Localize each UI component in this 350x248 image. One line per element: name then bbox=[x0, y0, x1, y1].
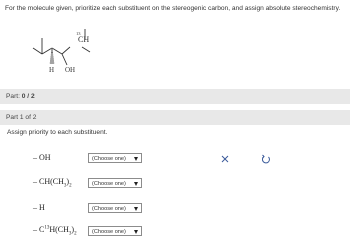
priority-select-ch-ch3-2[interactable] bbox=[88, 178, 142, 188]
substituent-13c-h-ch3-2: – $C^{13}H(CH_3)_2$ bbox=[33, 225, 77, 237]
clear-button[interactable] bbox=[219, 152, 231, 164]
select-value: (Choose one) bbox=[92, 228, 126, 235]
close-icon bbox=[219, 153, 231, 165]
chevron-down-icon bbox=[134, 182, 138, 186]
part-progress-bar bbox=[0, 89, 350, 104]
select-value: (Choose one) bbox=[92, 205, 126, 212]
part-section-title: Part 1 of 2 bbox=[6, 114, 37, 121]
isotope-label: 13 bbox=[76, 31, 81, 36]
substituent-ch-ch3-2: – $CH(CH_3)_2$ bbox=[33, 177, 72, 189]
part-section-header bbox=[0, 110, 350, 125]
substituent-oh: – OH bbox=[33, 153, 51, 162]
undo-icon bbox=[260, 153, 272, 165]
instruction-text: Assign priority to each substituent. bbox=[7, 129, 108, 136]
chevron-down-icon bbox=[134, 230, 138, 234]
priority-select-oh[interactable] bbox=[88, 153, 142, 163]
oh-label: OH bbox=[65, 66, 76, 74]
undo-button[interactable] bbox=[260, 152, 272, 164]
priority-select-13c-h-ch3-2[interactable] bbox=[88, 226, 142, 236]
chevron-down-icon bbox=[134, 207, 138, 211]
select-value: (Choose one) bbox=[92, 180, 126, 187]
substituent-h: – H bbox=[33, 203, 45, 212]
priority-select-h[interactable] bbox=[88, 203, 142, 213]
part-progress bbox=[6, 93, 35, 100]
chevron-down-icon bbox=[134, 157, 138, 161]
molecule-structure bbox=[30, 20, 110, 80]
ch-label: CH bbox=[78, 35, 90, 44]
select-value: (Choose one) bbox=[92, 155, 126, 162]
question-prompt: For the molecule given, prioritize each substituent on the stereogenic carbon, and assign absolute stereochemistry. bbox=[5, 5, 341, 12]
h-label: H bbox=[49, 66, 55, 74]
part-label: Part: bbox=[6, 93, 20, 100]
part-progress-value: 0 / 2 bbox=[21, 93, 35, 100]
